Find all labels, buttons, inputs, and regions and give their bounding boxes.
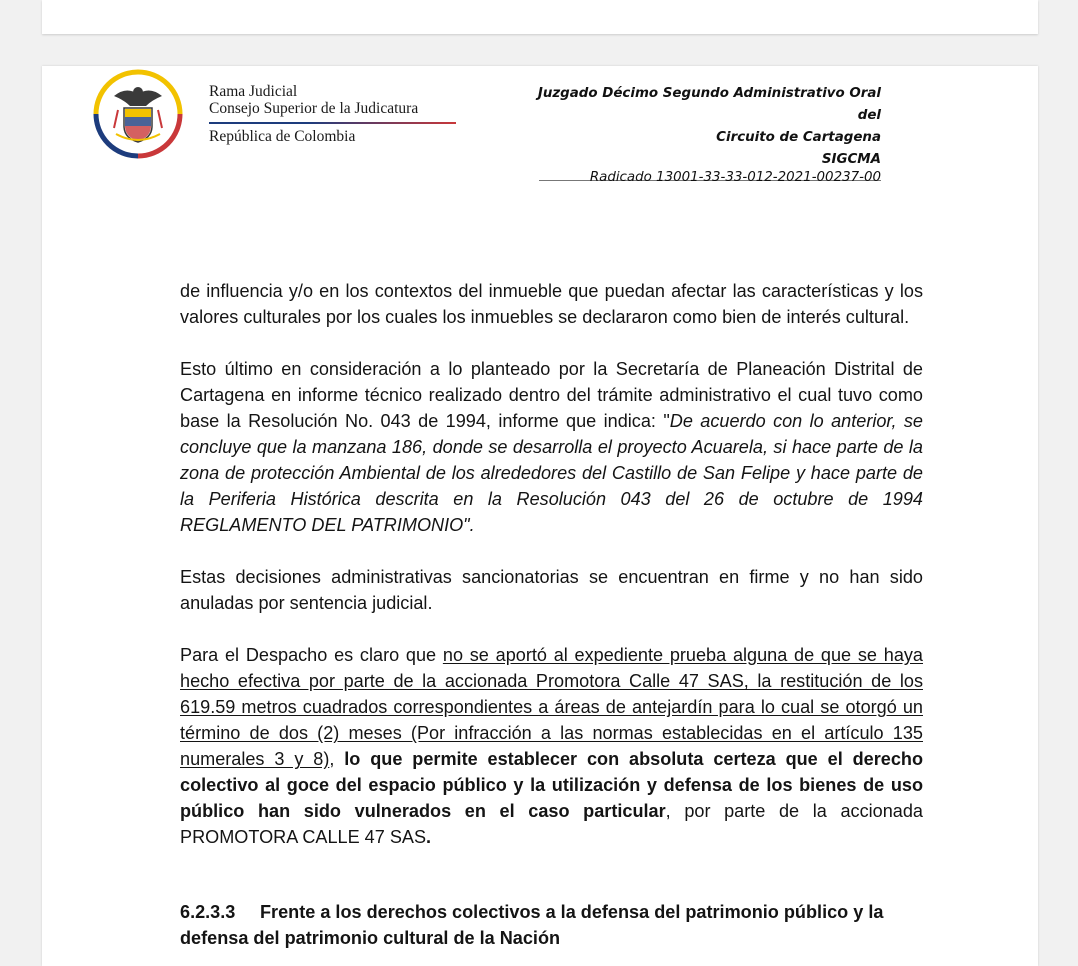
section-title: Frente a los derechos colectivos a la defensa del patrimonio público y la defensa del patrimonio cultural de la Nación (180, 902, 884, 948)
section-heading (180, 899, 923, 951)
section-number: 6.2.3.3 (180, 902, 236, 922)
court-line-1: Juzgado Décimo Segundo Administrativo Oral (537, 86, 881, 101)
paragraph-4-bold: lo que permite establecer con absoluta certeza que el derecho colectivo al goce del espacio público y la utilización y defensa de los bienes de uso público han sido vulnerados en el caso particular (180, 749, 923, 821)
document-body (180, 278, 923, 876)
paragraph-2-text: Esto último en consideración a lo planteado por la Secretaría de Planeación Distrital de Cartagena en informe técnico realizado dentro del trámite administrativo el cual tuvo como base la Resolución No. 043 de 1994, informe que indica: " (180, 359, 923, 431)
court-block (521, 83, 881, 171)
radicado-number: Radicado 13001-33-33-012-2021-00237-00 (589, 170, 881, 185)
page-header (90, 66, 880, 196)
paragraph-4-underlined: no se aportó al expediente prueba alguna de que se haya hecho efectiva por parte de la accionada Promotora Calle 47 SAS, la restitución de los 619.59 metros cuadrados correspondientes a áreas de antejardín para lo cual se otorgó un término de dos (2) meses (Por infracción a las normas establecidas en el artículo 135 numerales 3 y 8) (180, 645, 923, 769)
paragraph-3: Estas decisiones administrativas sancionatorias se encuentran en firme y no han sido anuladas por sentencia judicial. (180, 567, 923, 613)
republica-label: República de Colombia (209, 128, 356, 145)
paragraph-1: de influencia y/o en los contextos del inmueble que puedan afectar las características y los valores culturales por los cuales los inmuebles se declararon como bien de interés cultural. (180, 281, 923, 327)
court-line-4: SIGCMA (821, 152, 881, 167)
colombia-coat-of-arms-seal (90, 66, 186, 162)
paragraph-4-comma: , (329, 749, 345, 769)
paragraph-4-end: , por parte de la accionada PROMOTORA CALLE 47 SAS (180, 801, 923, 847)
paragraph-4 (180, 642, 923, 850)
paragraph-4-dot: . (426, 827, 432, 847)
rama-judicial-label: Rama Judicial (209, 83, 298, 100)
court-line-3: Circuito de Cartagena (716, 130, 881, 145)
court-line-2: del (857, 108, 881, 123)
institution-block (209, 83, 456, 146)
paragraph-2-quote: De acuerdo con lo anterior, se concluye que la manzana 186, donde se desarrolla el proyecto Acuarela, si hace parte de la zona de protección Ambiental de los alrededores del Castillo de San Felipe y hace parte de la Periferia Histórica descrita en la Resolución 043 del 26 de octubre de 1994 REGLAMENTO DEL PATRIMONIO". (180, 411, 923, 535)
paragraph-4-lead: Para el Despacho es claro que (180, 645, 443, 665)
consejo-superior-label: Consejo Superior de la Judicatura (209, 100, 419, 117)
paragraph-2 (180, 356, 923, 538)
previous-page-edge (42, 0, 1038, 34)
institution-divider (209, 122, 456, 124)
